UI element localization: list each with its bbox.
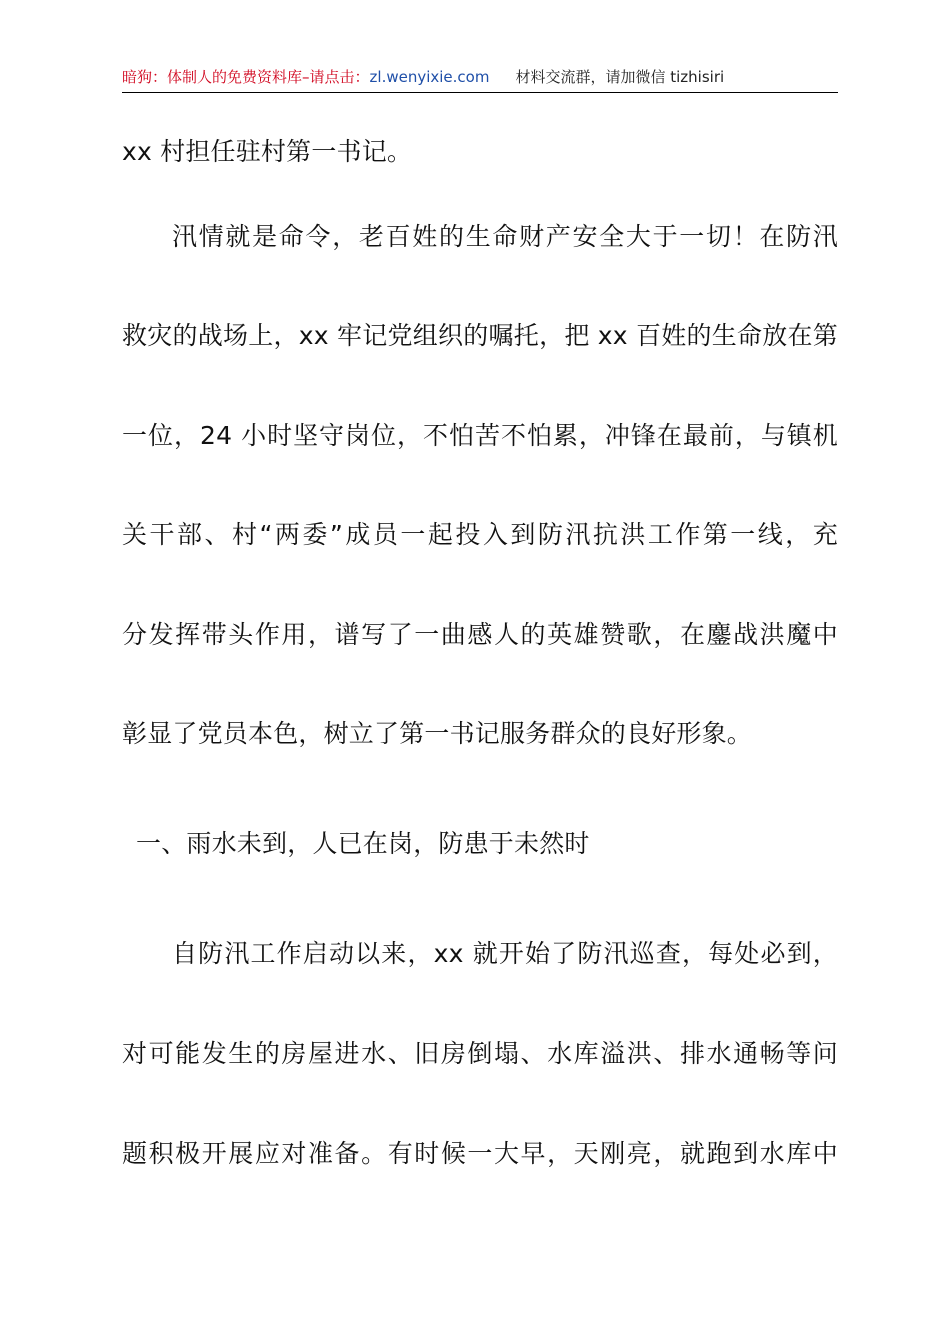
paragraph-line-2: 救灾的战场上，xx 牢记党组织的嘱托，把 xx 百姓的生命放在第 [122, 321, 838, 350]
paragraph-line-5: 分发挥带头作用，谱写了一曲感人的英雄赞歌，在鏖战洪魔中 [122, 620, 838, 649]
section-heading: 一、雨水未到，人已在岗，防患于未然时 [136, 829, 590, 858]
paragraph-line-3: 一位，24 小时坚守岗位，不怕苦不怕累，冲锋在最前，与镇机 [122, 421, 838, 450]
paragraph-line-6: 彰显了党员本色，树立了第一书记服务群众的良好形象。 [122, 719, 753, 748]
site-link[interactable]: zl.wenyixie.com [369, 68, 490, 86]
paragraph-line-7: 自防汛工作启动以来，xx 就开始了防汛巡查，每处必到， [172, 939, 838, 968]
contact-info: 材料交流群，请加微信 tizhisiri [515, 68, 725, 86]
paragraph-line-4: 关干部、村“两委”成员一起投入到防汛抗洪工作第一线，充 [122, 520, 838, 549]
click-prompt: –请点击： [302, 68, 370, 86]
text-line-1: xx 村担任驻村第一书记。 [122, 137, 413, 166]
paragraph-line-8: 对可能发生的房屋进水、旧房倒塌、水库溢洪、排水通畅等问 [122, 1039, 838, 1068]
site-name: 暗狗：体制人的免费资料库 [122, 68, 303, 86]
paragraph-line-9: 题积极开展应对准备。有时候一大早，天刚亮，就跑到水库中 [122, 1139, 838, 1168]
paragraph-line-1: 汛情就是命令，老百姓的生命财产安全大于一切！在防汛 [172, 222, 838, 251]
page-header [122, 62, 838, 93]
